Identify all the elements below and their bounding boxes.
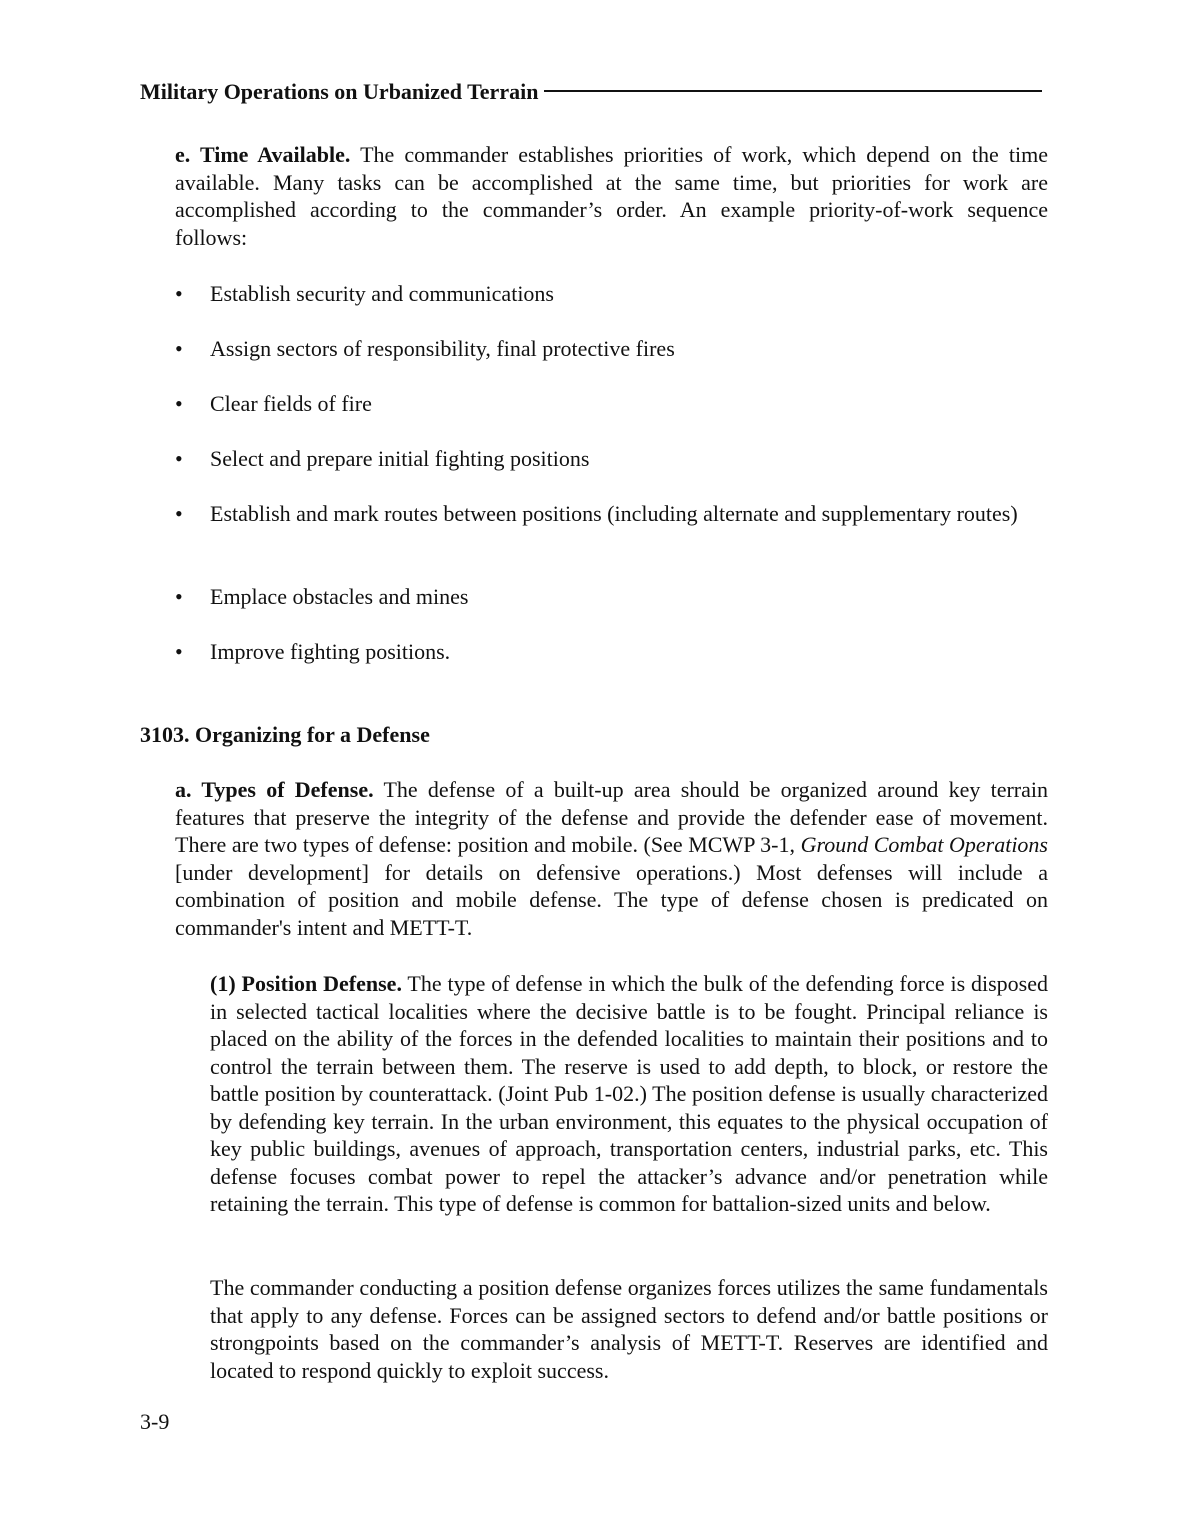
bullet-icon: •: [175, 639, 183, 664]
paragraph-text: The commander establishes priorities of work, which depend on the time available. Many tasks can be accomplished at the same time, but priorities for work are accomplished according to the commander’s order. An example priority-of-work sequence follows:: [175, 142, 1048, 250]
bullet-item: [175, 583, 1048, 611]
running-header-title: Military Operations on Urbanized Terrain: [140, 79, 539, 104]
bullet-text: Select and prepare initial fighting positions: [210, 446, 590, 471]
bullet-text: Establish and mark routes between positions (including alternate and supplementary routes): [210, 501, 1018, 526]
bullet-item: [175, 445, 1048, 473]
page-number: 3-9: [140, 1409, 170, 1434]
paragraph-label: (1) Position Defense.: [210, 971, 402, 996]
bullet-icon: •: [175, 391, 183, 416]
bullet-icon: •: [175, 336, 183, 361]
paragraph-label: e. Time Available.: [175, 142, 351, 167]
bullet-item: [175, 638, 1048, 666]
paragraph-text: The commander conducting a position defense organizes forces utilizes the same fundamentals that apply to any defense. Forces can be assigned sectors to defend and/or battle positions or strongpoints based on the commander’s analysis of METT-T. Reserves are identified and located to respond quickly to exploit success.: [210, 1275, 1048, 1383]
paragraph-position-defense: [210, 970, 1048, 1218]
bullet-text: Emplace obstacles and mines: [210, 584, 469, 609]
paragraph-position-defense-organization: [210, 1274, 1048, 1384]
paragraph-text: [under development] for details on defensive operations.) Most defenses will include a combination of position and mobile defense. The type of defense chosen is predicated on commander's intent and METT-T.: [175, 859, 1048, 940]
paragraph-time-available: [175, 141, 1048, 251]
paragraph-text: The defense of a built-up area should be organized around key terrain features that preserve the integrity of the defense and provide the defender ease of movement. There are two types of defense: position and mobile. (See MCWP 3-1,: [175, 777, 1048, 857]
header-rule: [544, 90, 1042, 92]
paragraph-text: The type of defense in which the bulk of the defending force is disposed in selected tactical localities where the decisive battle is to be fought. Principal reliance is placed on the ability of the forces in the defended localities to maintain their positions and to control the terrain between them. The reserve is used to add depth, to block, or restore the battle position by counterattack. (Joint Pub 1-02.) The position defense is usually characterized by defending key terrain. In the urban environment, this equates to the physical occupation of key public buildings, avenues of approach, transportation centers, industrial parks, etc. This defense focuses combat power to repel the attacker’s advance and/or penetration while retaining the terrain. This type of defense is common for battalion-sized units and below.: [210, 971, 1048, 1216]
section-heading: 3103. Organizing for a Defense: [140, 722, 430, 747]
bullet-item: [175, 280, 1048, 308]
publication-title: Ground Combat Operations: [800, 832, 1048, 857]
bullet-text: Clear fields of fire: [210, 391, 372, 416]
bullet-icon: •: [175, 501, 183, 526]
bullet-icon: •: [175, 584, 183, 609]
paragraph-types-of-defense: [175, 776, 1048, 941]
paragraph-label: a. Types of Defense.: [175, 777, 374, 802]
bullet-item: [175, 335, 1048, 363]
running-header: [140, 78, 1042, 106]
bullet-item: [175, 390, 1048, 418]
bullet-item: [175, 500, 1048, 528]
bullet-text: Establish security and communications: [210, 281, 554, 306]
bullet-text: Improve fighting positions.: [210, 639, 451, 664]
bullet-icon: •: [175, 446, 183, 471]
bullet-icon: •: [175, 281, 183, 306]
bullet-text: Assign sectors of responsibility, final protective fires: [210, 336, 675, 361]
